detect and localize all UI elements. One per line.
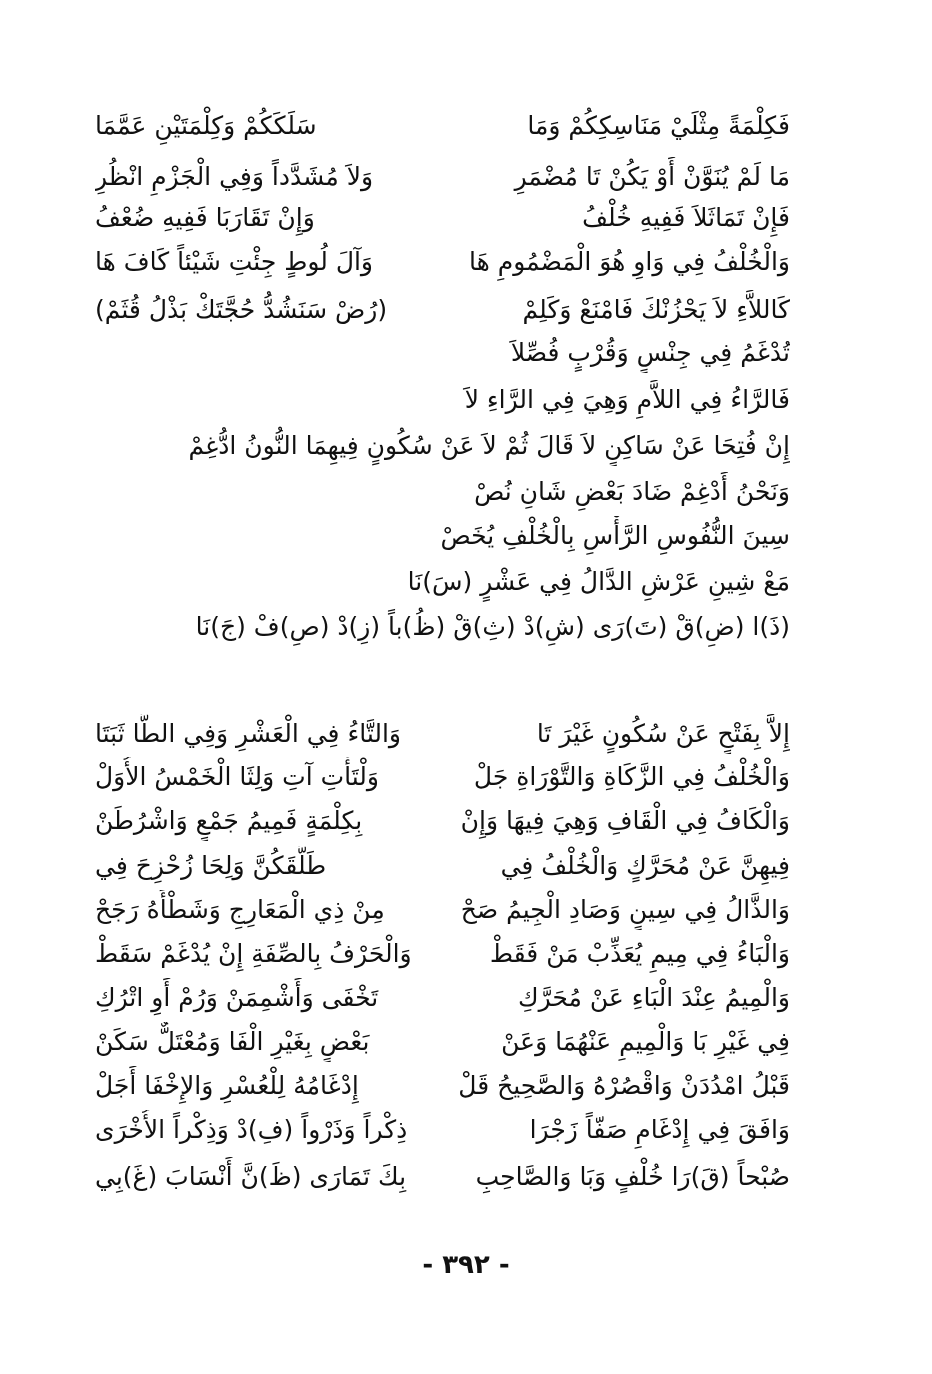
verse-second-hemistich: (رُضْ سَنَشُدُّ حُجَّتَكْ بَذْلُ قُثَمْ) — [95, 295, 388, 324]
verse-second-hemistich: ذِكْراً وَذَرْواً (فِ)دْ وَذِكْراً الأُخْرَى — [95, 1115, 408, 1144]
verse-line: تُدْغَمُ فِي جِنْسٍ وَقُرْبٍ فُصِّلاَ — [510, 338, 790, 367]
verse-row — [95, 890, 790, 930]
verse-row — [95, 198, 790, 238]
verse-row — [95, 934, 790, 974]
verse-first-hemistich: وَالْخُلْفُ فِي الزَّكَاةِ وَالتَّوْرَاةِ جَلْ — [473, 762, 790, 791]
verse-line: فَالرَّاءُ فِي اللاَّمِ وَهِيَ فِي الرَّاءِ لاَ — [464, 385, 790, 414]
verse-first-hemistich: إِلاَّ بِفَتْحٍ عَنْ سُكُونٍ غَيْرَ تَا — [536, 719, 790, 748]
verse-first-hemistich: فَإِنْ تَمَاثَلاَ فَفِيهِ خُلْفُ — [582, 203, 790, 232]
verse-second-hemistich: وَالتَّاءُ فِي الْعَشْرِ وَفِي الطَّا ثَبَتَا — [95, 719, 402, 748]
verse-row — [95, 757, 790, 797]
verse-second-hemistich: وَالْحَرْفُ بِالصِّفَةِ إِنْ يُدْغَمْ سَقَطْ — [95, 939, 412, 968]
verse-second-hemistich: سَلَكَكُمْ وَكِلْمَتَيْنِ عَمَّمَا — [95, 111, 317, 140]
verse-line: إِنْ فُتِحَا عَنْ سَاكِنٍ لاَ قَالَ ثُمْ لاَ عَنْ سُكُونٍ فِيهِمَا النُّونُ ادُّغِمْ — [188, 431, 790, 460]
verse-first-hemistich: فَكِلْمَةً مِثْلَيْ مَنَاسِكِكُمْ وَمَا — [527, 111, 790, 140]
verse-row — [95, 714, 790, 754]
verse-second-hemistich: طَلَّقَكُنَّ وَلِحَا زُحْزِحَ فِي — [95, 851, 327, 880]
verse-first-hemistich: قَبْلُ امْدُدَنْ وَاقْصُرْهُ وَالصَّحِيحُ قَلْ — [458, 1071, 790, 1100]
verse-second-hemistich: بَعْضٍ بِغَيْرِ الْفَا وَمُعْتَلٌّ سَكَنْ — [95, 1027, 370, 1056]
verse-row — [95, 846, 790, 886]
verse-second-hemistich: مِنْ ذِي الْمَعَارِجِ وَشَطْأَهُ رَجَحْ — [95, 895, 385, 924]
verse-first-hemistich: فِي غَيْرِ بَا وَالْمِيمِ عَنْهُمَا وَعَنْ — [501, 1027, 790, 1056]
verse-row — [95, 1110, 790, 1150]
verse-first-hemistich: وَالْبَاءُ فِي مِيمِ يُعَذِّبْ مَنْ فَقَطْ — [489, 939, 790, 968]
verse-first-hemistich: وَالْكَافُ فِي الْقَافِ وَهِيَ فِيهَا وَإِنْ — [460, 806, 790, 835]
verse-first-hemistich: صُبْحاً (قَ)رَا خُلْفٍ وَبَا وَالصَّاحِبِ — [475, 1162, 790, 1191]
verse-second-hemistich: بِكِلْمَةٍ فَمِيمُ جَمْعٍ وَاشْرُطَنْ — [95, 806, 363, 835]
verse-first-hemistich: فِيهِنَّ عَنْ مُحَرَّكٍ وَالْخُلْفُ فِي — [500, 851, 790, 880]
verse-row — [95, 242, 790, 282]
verse-line: (ذَ)ا (ضِ)قْ (تَ)رَى (شِ)دْ (ثِ)قْ (ظُ)باً (زِ)دْ (صِ)فْ (جَ)نَا — [195, 612, 790, 641]
verse-first-hemistich: وَالذَّالُ فِي سِينٍ وَصَادِ الْجِيمُ صَحْ — [460, 895, 790, 924]
verse-second-hemistich: وَلْتَأْتِ آتِ وَلِثَا الْخَمْسُ الأُوَلْ — [95, 762, 379, 791]
verse-row — [95, 801, 790, 841]
verse-row — [95, 978, 790, 1018]
verse-first-hemistich: مَا لَمْ يُنَوَّنْ أَوْ يَكُنْ تَا مُضْمَرِ — [514, 162, 790, 191]
verse-second-hemistich: وَإِنْ تَقَارَبَا فَفِيهِ ضُعْفُ — [95, 203, 315, 232]
page-number: - ٣٩٢ - — [422, 1250, 510, 1280]
verse-row — [95, 1066, 790, 1106]
verse-row — [95, 157, 790, 197]
verse-second-hemistich: تَخْفَى وَأَشْمِمَنْ وَرُمْ أَوِ اتْرُكِ — [95, 983, 379, 1012]
verse-line: سِينَ النُّفُوسِ الرَّأْسِ بِالْخُلْفِ يُخَصْ — [440, 521, 790, 550]
verse-first-hemistich: كَاللاَّءِ لاَ يَحْزُنْكَ فَامْنَعْ وَكَلِمْ — [522, 295, 790, 324]
verse-second-hemistich: إِدْغَامُهُ لِلْعُسْرِ وَالإِخْفَا أَجَلْ — [95, 1071, 359, 1100]
verse-row — [95, 1022, 790, 1062]
verse-second-hemistich: بِكَ تَمَارَى (ظَ)نَّ أَنْسَابَ (غَ)بِي — [95, 1162, 407, 1191]
verse-line: وَنَحْنُ أَدْغِمْ ضَادَ بَعْضِ شَانِ نُصْ — [474, 477, 790, 506]
verse-second-hemistich: وَلاَ مُشَدَّداً وَفِي الْجَزْمِ انْظُرِ — [95, 162, 374, 191]
verse-row — [95, 1157, 790, 1197]
verse-row — [95, 106, 790, 146]
verse-row — [95, 290, 790, 330]
verse-first-hemistich: وَافَقَ فِي إِدْغَامِ صَفّاً زَجْرَا — [529, 1115, 790, 1144]
verse-first-hemistich: وَالْخُلْفُ فِي وَاوِ هُوَ الْمَضْمُومِ هَا — [469, 247, 790, 276]
verse-second-hemistich: وَآلَ لُوطٍ جِئْتِ شَيْئاً كَافَ هَا — [95, 247, 374, 276]
verse-first-hemistich: وَالْمِيمُ عِنْدَ الْبَاءِ عَنْ مُحَرَّكِ — [518, 983, 790, 1012]
verse-line: مَعْ شِينِ عَرْشِ الدَّالُ فِي عَشْرٍ (سَ)نَا — [407, 567, 790, 596]
